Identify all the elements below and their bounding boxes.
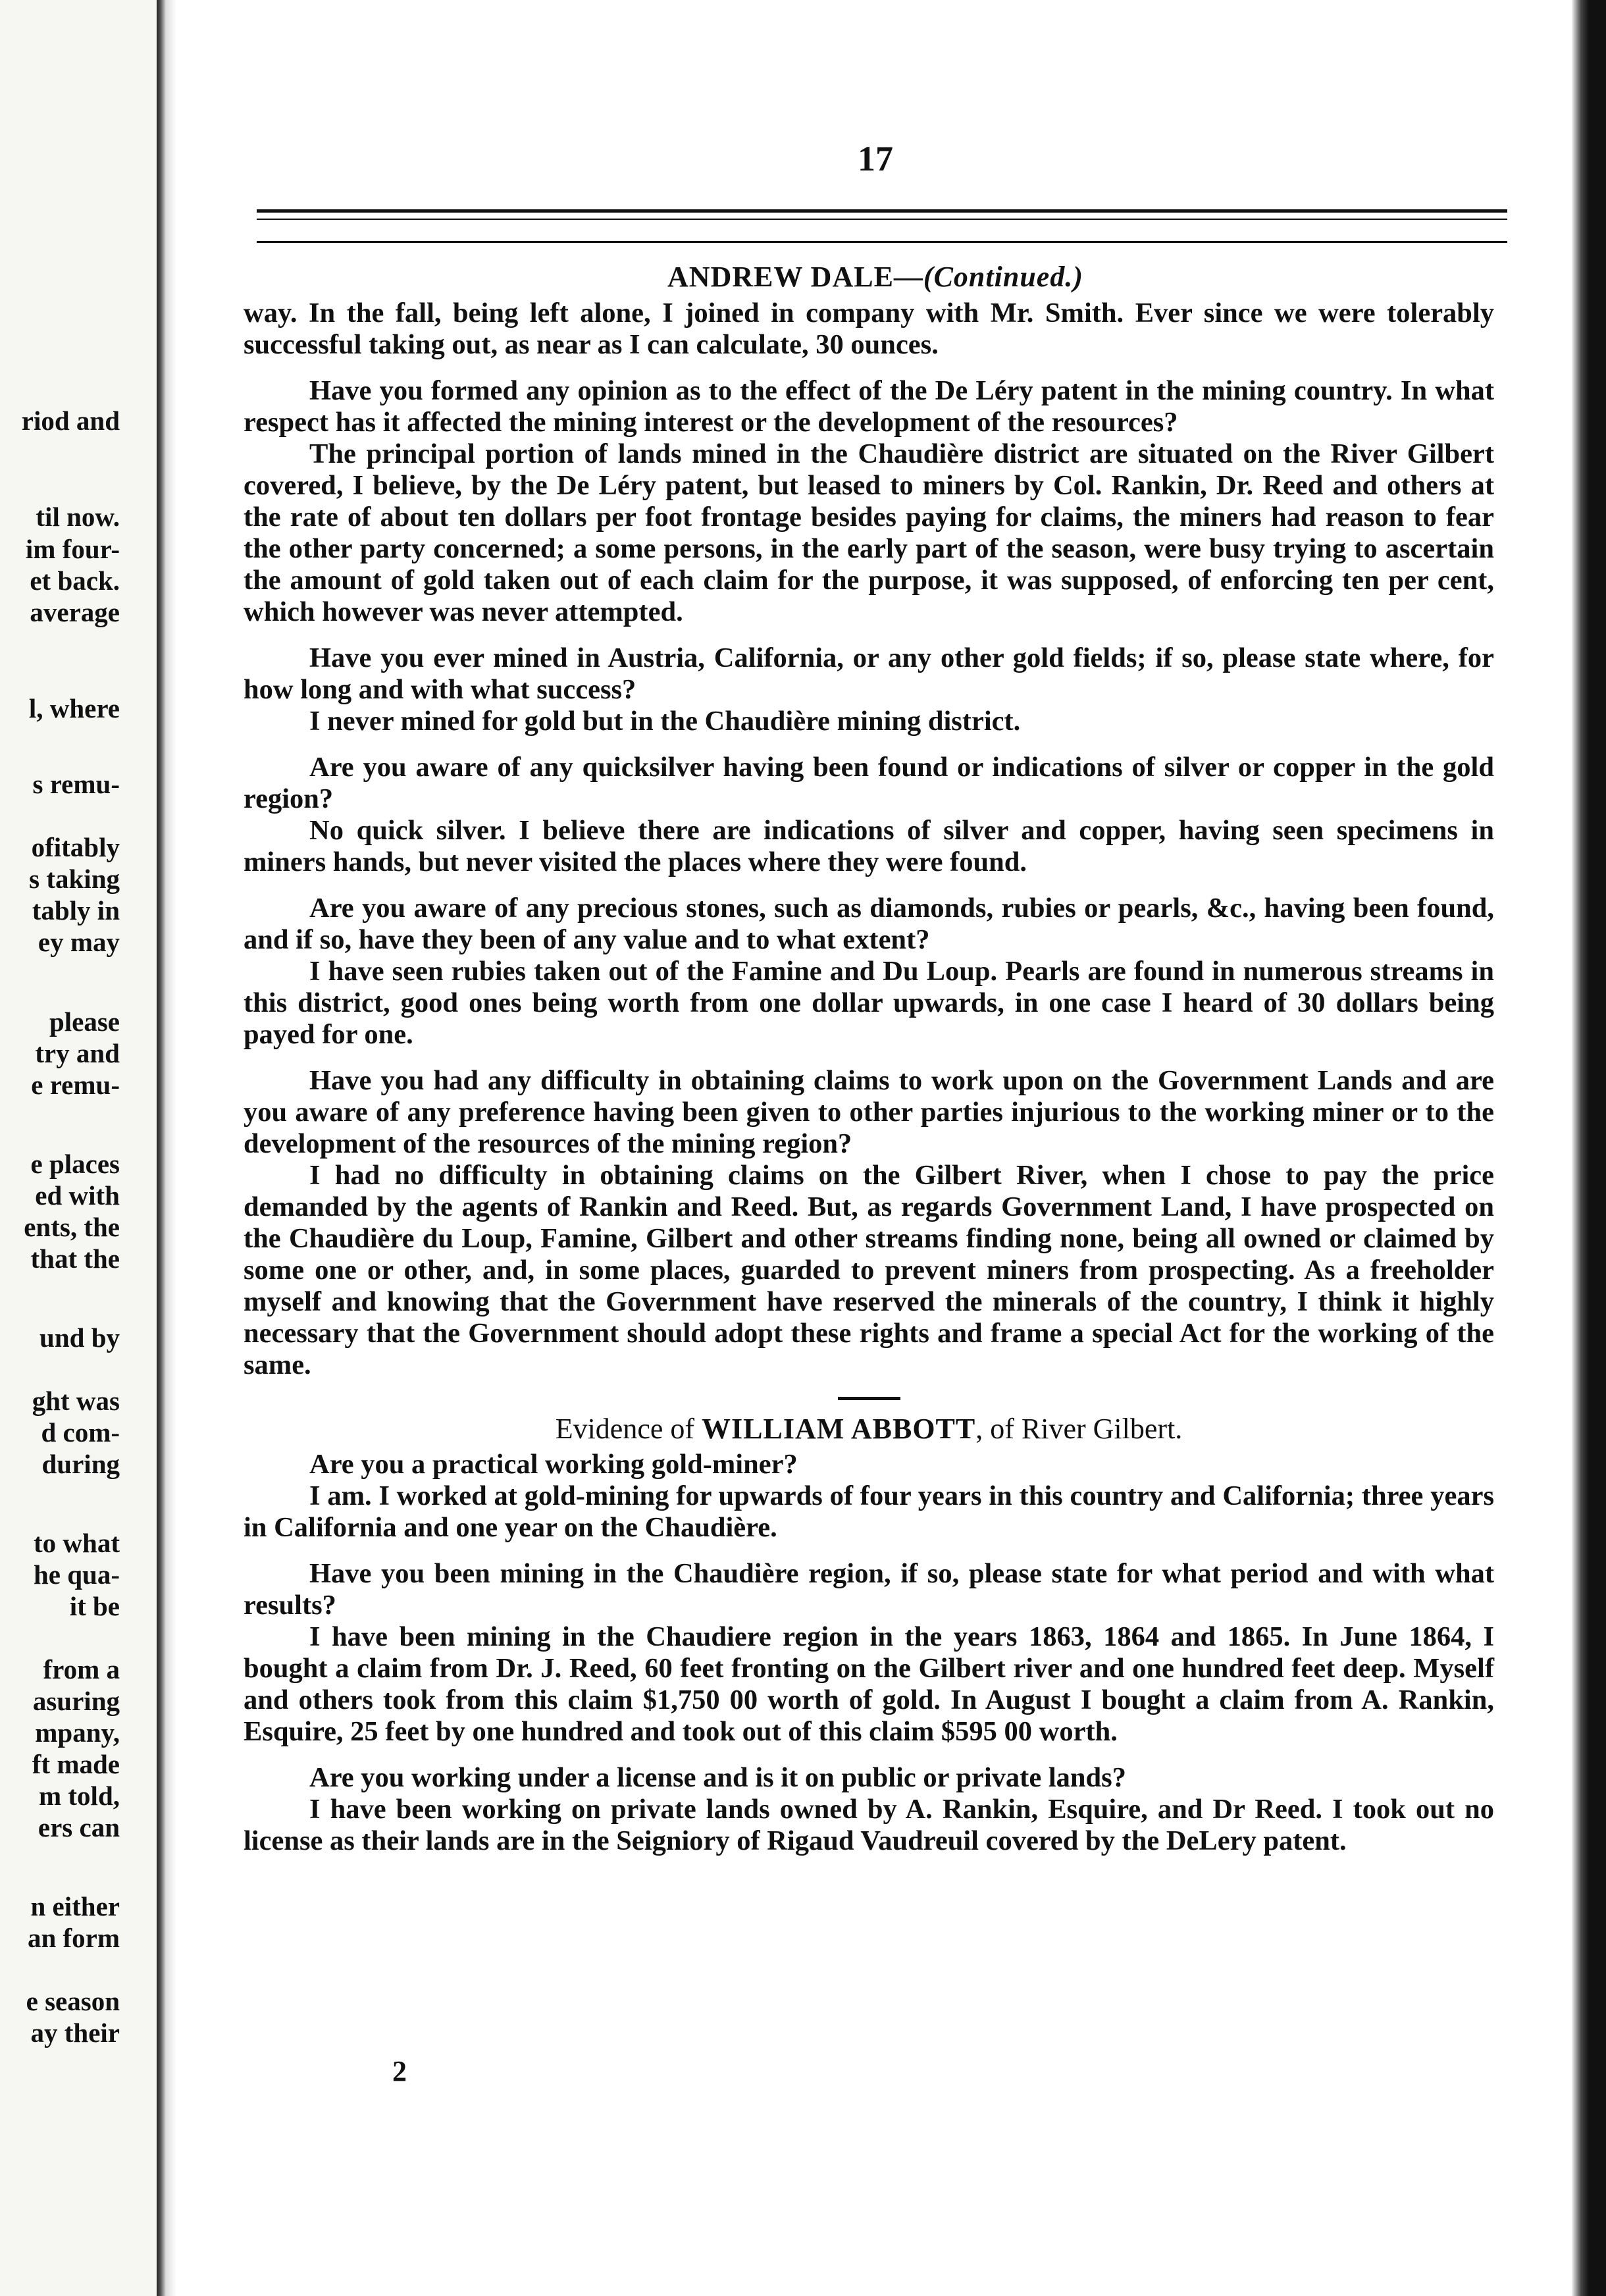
facing-page-line-fragment: e season: [26, 1986, 120, 2016]
facing-page-line-fragment: d com-: [41, 1417, 120, 1448]
facing-page-fragment: [0, 0, 158, 2296]
facing-page-line-fragment: ght was: [32, 1386, 120, 1416]
facing-page-line-fragment: ofitably: [31, 832, 120, 862]
facing-page-line-fragment: s remu-: [32, 769, 120, 799]
facing-page-line-fragment: et back.: [30, 565, 120, 596]
paragraph: Have you been mining in the Chaudière region, if so, please state for what period and with what results?: [244, 1558, 1494, 1621]
testimony-andrew-dale: [244, 298, 1494, 1381]
book-page: [184, 0, 1567, 2296]
facing-page-line-fragment: ft made: [32, 1749, 120, 1779]
facing-page-line-fragment: im four-: [25, 534, 120, 564]
paragraph: I have been working on private lands owned by A. Rankin, Esquire, and Dr Reed. I took out no license as their lands are in the Seigniory of Rigaud Vaudreuil covered by the DeLery patent.: [244, 1794, 1494, 1856]
signature-mark: 2: [392, 2055, 407, 2087]
paragraph: The principal portion of lands mined in the Chaudière district are situated on the River Gilbert covered, I believe, by the De Léry patent, but leased to miners by Col. Rankin, Dr. Reed and others at the rate of about ten dollars per foot frontage besides paying for claims, the miners had reason to fear the other party concerned; a some persons, in the early part of the season, were busy trying to ascertain the amount of gold taken out of each claim for the purpose, it was supposed, of enforcing ten per cent, which however was never attempted.: [244, 438, 1494, 627]
paragraph: Have you ever mined in Austria, California, or any other gold fields; if so, please state where, for how long and with what success?: [244, 642, 1494, 705]
facing-page-line-fragment: asuring: [32, 1686, 120, 1716]
book-gutter: [157, 0, 183, 2296]
facing-page-line-fragment: s taking: [29, 864, 120, 894]
facing-page-line-fragment: und by: [39, 1322, 120, 1353]
facing-page-line-fragment: that the: [30, 1243, 120, 1274]
facing-page-line-fragment: til now.: [36, 502, 120, 532]
evidence-heading-suffix: , of River Gilbert.: [975, 1413, 1183, 1445]
evidence-heading-prefix: Evidence of: [555, 1413, 702, 1445]
paragraph: I have been mining in the Chaudiere region in the years 1863, 1864 and 1865. In June 1864, I bought a claim from Dr. J. Reed, 60 feet fronting on the Gilbert river and one hundred feet deep. Myself and others took from this claim $1,750 00 worth of gold. In August I bought a claim from A. Rankin, Esquire, 25 feet by one hundred and took out of this claim $595 00 worth.: [244, 1621, 1494, 1747]
page-edge-shadow: [1572, 0, 1606, 2296]
paragraph: I never mined for gold but in the Chaudière mining district.: [309, 706, 1021, 737]
facing-page-line-fragment: e remu-: [31, 1070, 120, 1100]
facing-page-line-fragment: to what: [34, 1528, 120, 1558]
facing-page-line-fragment: please: [49, 1006, 120, 1037]
paragraph: Have you formed any opinion as to the effect of the De Léry patent in the mining country. In what respect has it affected the mining interest or the development of the resources?: [244, 375, 1494, 438]
paragraph: I have seen rubies taken out of the Famine and Du Loup. Pearls are found in numerous streams in this district, good ones being worth from one dollar upwards, in one case I heard of 30 dollars being payed for one.: [244, 956, 1494, 1050]
paragraph: I had no difficulty in obtaining claims on the Gilbert River, when I chose to pay the price demanded by the agents of Rankin and Reed. But, as regards Government Land, I have prospected on the Chaudière du Loup, Famine, Gilbert and other streams finding none, being all owned or claimed by some one or other, and, in some places, guarded to prevent miners from prospecting. As a freeholder myself and knowing that the Government have reserved the minerals of the country, I think it highly necessary that the Government should adopt these rights and frame a special Act for the working of the same.: [244, 1160, 1494, 1380]
running-head-name: ANDREW DALE—: [667, 261, 923, 293]
evidence-heading: [244, 1413, 1494, 1445]
paragraph: Are you a practical working gold-miner?: [309, 1449, 798, 1480]
facing-page-line-fragment: riod and: [21, 405, 120, 436]
facing-page-line-fragment: ay their: [30, 2018, 120, 2048]
running-head: [184, 260, 1567, 294]
facing-page-line-fragment: try and: [35, 1038, 120, 1068]
facing-page-line-fragment: mpany,: [35, 1717, 120, 1748]
paragraph: Are you aware of any quicksilver having been found or indications of silver or copper in the gold region?: [244, 752, 1494, 814]
facing-page-line-fragment: average: [30, 597, 120, 627]
running-head-continued: (Continued.): [923, 261, 1083, 293]
facing-page-line-fragment: an form: [27, 1923, 120, 1953]
facing-page-line-fragment: l, where: [28, 693, 120, 723]
header-rule-thick: [257, 209, 1507, 213]
witness-name: WILLIAM ABBOTT: [702, 1413, 976, 1445]
section-divider: [838, 1397, 900, 1400]
page-number: 17: [858, 139, 893, 178]
paragraph: Are you working under a license and is it on public or private lands?: [309, 1762, 1126, 1793]
paragraph: Are you aware of any precious stones, such as diamonds, rubies or pearls, &c., having been found, and if so, have they been of any value and to what extent?: [244, 893, 1494, 955]
facing-page-line-fragment: e places: [30, 1149, 120, 1179]
testimony-william-abbott: [244, 1449, 1494, 1857]
facing-page-line-fragment: tably in: [32, 895, 120, 926]
facing-page-line-fragment: he qua-: [33, 1559, 120, 1590]
facing-page-line-fragment: from a: [43, 1654, 120, 1684]
facing-page-line-fragment: ers can: [38, 1812, 120, 1842]
paragraph: No quick silver. I believe there are indications of silver and copper, having seen specimens in miners hands, but never visited the places where they were found.: [244, 815, 1494, 877]
facing-page-line-fragment: during: [41, 1449, 120, 1479]
facing-page-line-fragment: ents, the: [24, 1212, 120, 1242]
header-rule-lower: [257, 241, 1507, 243]
facing-page-line-fragment: ed with: [35, 1180, 120, 1211]
facing-page-line-fragment: n either: [30, 1891, 120, 1921]
paragraph: way. In the fall, being left alone, I joined in company with Mr. Smith. Ever since we were tolerably successful taking out, as near as I can calculate, 30 ounces.: [244, 298, 1494, 360]
facing-page-line-fragment: it be: [69, 1591, 120, 1621]
paragraph: I am. I worked at gold-mining for upwards of four years in this country and California; three years in California and one year on the Chaudière.: [244, 1480, 1494, 1543]
facing-page-line-fragment: ey may: [38, 927, 120, 957]
facing-page-line-fragment: m told,: [39, 1781, 120, 1811]
body-text: [244, 298, 1494, 1857]
header-rule-thin: [257, 219, 1507, 220]
paragraph: Have you had any difficulty in obtaining claims to work upon on the Government Lands and are you aware of any preference having been given to other parties injurious to the working miner or to the development of the resources of the mining region?: [244, 1065, 1494, 1159]
